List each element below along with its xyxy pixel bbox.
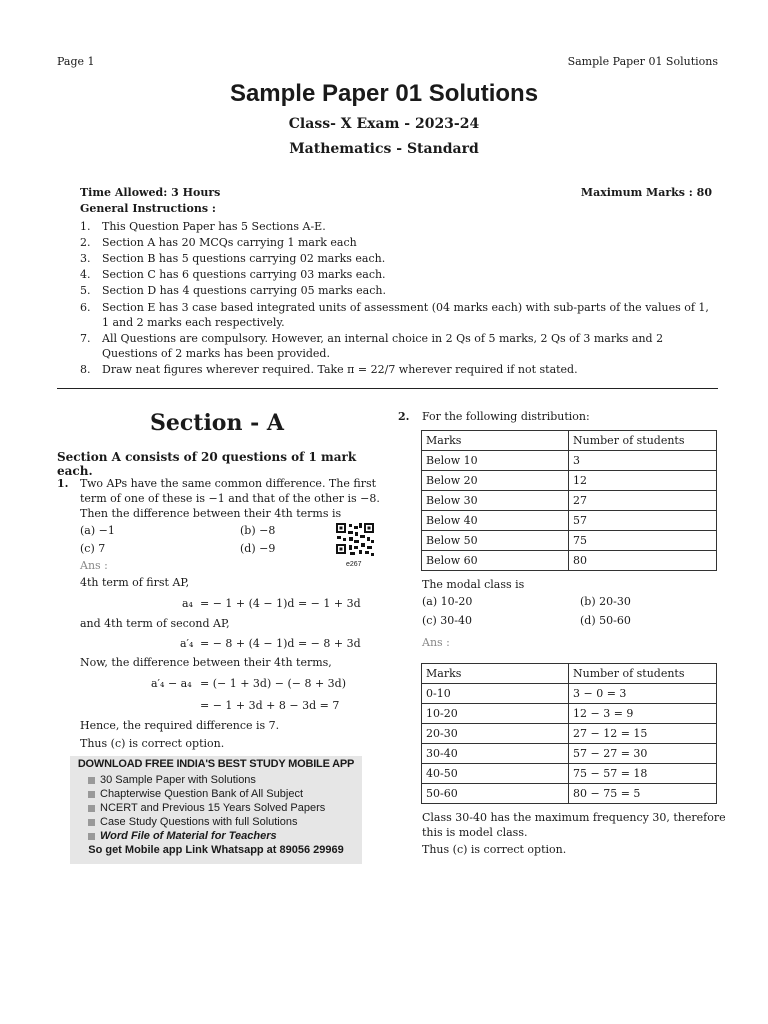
table-row [422,491,717,511]
instruction-number: 8. [80,363,91,376]
table-cell: 27 − 12 = 15 [569,724,717,744]
equation-lhs: a′₄ [180,637,194,650]
table-cell: Below 40 [422,511,569,531]
table-cell: 30-40 [422,744,569,764]
equation-rhs: = (− 1 + 3d) − (− 8 + 3d) [200,677,347,690]
class-exam-subtitle: Class- X Exam - 2023-24 [288,116,480,132]
instruction-text: All Questions are compulsory. However, an internal choice in 2 Qs of 5 marks, 2 Qs of 3 marks and 2 Questions of 2 marks has been provided. [102,332,664,360]
table-row [422,784,717,804]
instruction-number: 4. [80,268,91,281]
option-c: (c) 30-40 [422,614,472,627]
question-number: 1. [57,477,69,490]
instruction-text: Section B has 5 questions carrying 02 marks each. [102,252,386,265]
bullet-square-icon [88,833,95,840]
promo-footer: So get Mobile app Link Whatsapp at 89056 29969 [88,844,344,856]
question-text: For the following distribution: [422,410,590,423]
conclusion-text: Class 30-40 has the maximum frequency 30, therefore [422,811,726,824]
bullet-square-icon [88,791,95,798]
question-text-line: term of one of these is −1 and that of the other is −8. [80,492,380,505]
table-header-cell: Marks [422,664,569,684]
instruction-number: 1. [80,220,91,233]
promo-item [88,774,256,786]
option-d: (d) −9 [240,542,276,555]
bullet-square-icon [88,819,95,826]
table-header-row [422,431,717,451]
instruction-text: Section E has 3 case based integrated units of assessment (04 marks each) with sub-parts of the values of 1, 1 and 2 marks each respectively. [102,301,709,329]
table-cell: Below 10 [422,451,569,471]
answer-label: Ans : [80,559,108,572]
table-row [422,511,717,531]
frequency-table [421,663,717,804]
equation-rhs: = − 8 + (4 − 1)d = − 8 + 3d [200,637,361,650]
instruction-text: Section D has 4 questions carrying 05 marks each. [102,284,386,297]
table-row [422,704,717,724]
table-row [422,724,717,744]
option-a: (a) −1 [80,524,115,537]
equation-lhs: a₄ [182,597,193,610]
promo-item-text: Chapterwise Question Bank of All Subject [100,788,304,800]
app-promo-box [70,756,362,864]
table-cell: Below 50 [422,531,569,551]
promo-item [88,816,298,828]
table-cell: 57 [569,511,717,531]
promo-item-text: 30 Sample Paper with Solutions [100,774,256,786]
table-row [422,684,717,704]
table-cell: 12 [569,471,717,491]
option-b: (b) −8 [240,524,276,537]
distribution-table [421,430,717,571]
table-row [422,451,717,471]
table-cell: 20-30 [422,724,569,744]
table-row [422,531,717,551]
instruction-number: 3. [80,252,91,265]
table-row [422,764,717,784]
section-divider [57,388,718,389]
promo-heading: DOWNLOAD FREE INDIA'S BEST STUDY MOBILE APP [77,758,355,770]
table-cell: 3 − 0 = 3 [569,684,717,704]
running-title: Sample Paper 01 Solutions [567,55,718,68]
table-cell: 0-10 [422,684,569,704]
option-d: (d) 50-60 [580,614,631,627]
section-heading: Section - A [150,410,284,436]
instruction-number: 2. [80,236,91,249]
table-cell: 3 [569,451,717,471]
conclusion-text: this is model class. [422,826,528,839]
table-cell: Below 30 [422,491,569,511]
instruction-number: 6. [80,301,91,314]
promo-item [88,830,277,842]
table-cell: 40-50 [422,764,569,784]
option-b: (b) 20-30 [580,595,631,608]
instruction-number: 7. [80,332,91,345]
page-number: Page 1 [57,55,95,68]
question-text: The modal class is [422,578,525,591]
table-cell: Below 60 [422,551,569,571]
solution-text: Now, the difference between their 4th terms, [80,656,332,669]
instruction-text: Section C has 6 questions carrying 03 marks each. [102,268,386,281]
general-instructions-heading: General Instructions : [80,202,216,215]
qr-code-label: e267 [346,561,362,568]
table-cell: 75 − 57 = 18 [569,764,717,784]
answer-label: Ans : [422,636,450,649]
max-marks: Maximum Marks : 80 [580,186,712,199]
equation-lhs: a′₄ − a₄ [151,677,192,690]
table-header-cell: Number of students [569,431,717,451]
bullet-square-icon [88,777,95,784]
table-cell: 75 [569,531,717,551]
table-row [422,471,717,491]
conclusion-text: Thus (c) is correct option. [422,843,567,856]
solution-text: and 4th term of second AP, [80,617,230,630]
table-row [422,551,717,571]
question-number: 2. [398,410,410,423]
table-cell: 57 − 27 = 30 [569,744,717,764]
section-description: Section A consists of 20 questions of 1 mark each. [57,450,357,478]
promo-item-text: Case Study Questions with full Solutions [100,816,298,828]
bullet-square-icon [88,805,95,812]
table-cell: Below 20 [422,471,569,491]
equation-rhs: = − 1 + 3d + 8 − 3d = 7 [200,699,340,712]
qr-code-icon [335,522,375,560]
instruction-text: Draw neat figures wherever required. Take π = 22/7 wherever required if not stated. [102,363,578,376]
table-header-cell: Number of students [569,664,717,684]
promo-item [88,788,303,800]
page-title: Sample Paper 01 Solutions [229,80,539,107]
instruction-text: This Question Paper has 5 Sections A-E. [102,220,326,233]
solution-text: Hence, the required difference is 7. [80,719,280,732]
solution-text: 4th term of first AP, [80,576,190,589]
table-cell: 27 [569,491,717,511]
question-text-line: Two APs have the same common difference. The first [80,477,377,490]
table-cell: 12 − 3 = 9 [569,704,717,724]
table-header-cell: Marks [422,431,569,451]
option-c: (c) 7 [80,542,106,555]
promo-item-text: Word File of Material for Teachers [100,830,277,842]
table-cell: 10-20 [422,704,569,724]
promo-item-text: NCERT and Previous 15 Years Solved Papers [100,802,326,814]
table-row [422,744,717,764]
instruction-text: Section A has 20 MCQs carrying 1 mark each [102,236,357,249]
subject-subtitle: Mathematics - Standard [289,141,479,157]
table-cell: 50-60 [422,784,569,804]
table-cell: 80 [569,551,717,571]
instruction-number: 5. [80,284,91,297]
question-text-line: Then the difference between their 4th terms is [80,507,342,520]
time-allowed: Time Allowed: 3 Hours [80,186,221,199]
promo-item [88,802,325,814]
table-header-row [422,664,717,684]
equation-rhs: = − 1 + (4 − 1)d = − 1 + 3d [200,597,361,610]
table-cell: 80 − 75 = 5 [569,784,717,804]
solution-text: Thus (c) is correct option. [80,737,225,750]
option-a: (a) 10-20 [422,595,473,608]
